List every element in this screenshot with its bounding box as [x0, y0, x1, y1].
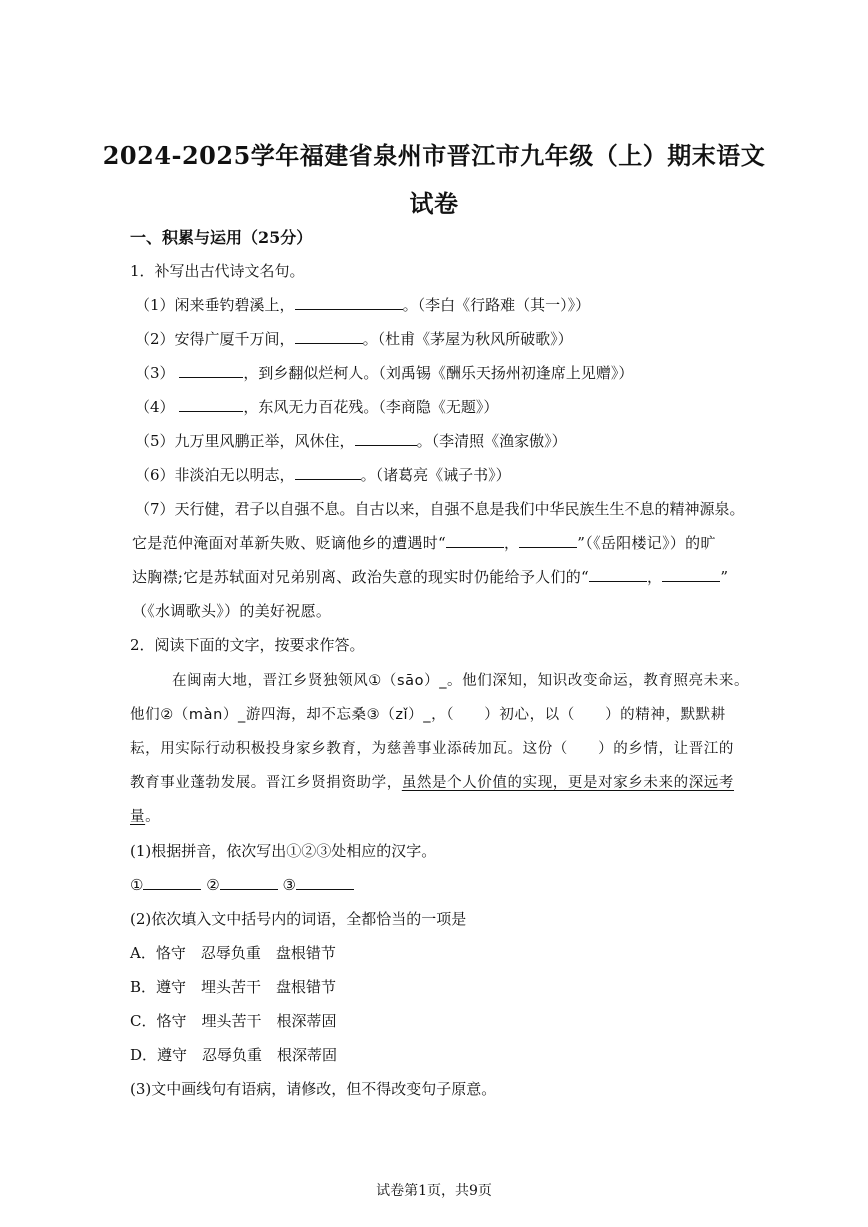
- exam-title-line2: 试卷: [409, 189, 459, 218]
- q1-item-3: （3） ，到乡翻似烂柯人。（刘禹锡《酬乐天扬州初逢席上见赠》）: [135, 364, 634, 382]
- answer-blank[interactable]: [295, 329, 363, 344]
- section-heading: 一、积累与运用（25分）: [130, 228, 313, 247]
- passage-line-5: 量。: [130, 809, 161, 825]
- answer-blank[interactable]: [662, 567, 720, 582]
- answer-blank[interactable]: [295, 465, 361, 480]
- passage-line-2: 他们②（màn）_游四海，却不忘桑③（zǐ）_，（ ）初心，以（ ）的精神，默默耕: [130, 707, 726, 723]
- underlined-sentence-end: 量: [130, 809, 146, 825]
- answer-blank[interactable]: [295, 295, 403, 310]
- answer-blank[interactable]: [589, 567, 647, 582]
- q2-sub2-stem: (2)依次填入文中括号内的词语，全都恰当的一项是: [130, 910, 467, 928]
- q1-item-4: （4） ，东风无力百花残。（李商隐《无题》）: [135, 398, 499, 416]
- q1-item-2: （2）安得广厦千万间， 。（杜甫《茅屋为秋风所破歌》）: [135, 330, 573, 348]
- answer-blank[interactable]: [220, 875, 278, 890]
- q2-sub1-blanks: ① ② ③: [130, 875, 750, 895]
- q1-item-7-line1: （7）天行健，君子以自强不息。自古以来，自强不息是我们中华民族生生不息的精神源泉。: [135, 500, 745, 518]
- q1-item-7-line2: 它是范仲淹面对革新失败、贬谪他乡的遭遇时“ ， ”（《岳阳楼记》）的旷: [132, 534, 716, 552]
- question-1-stem: 1．补写出古代诗文名句。: [130, 262, 305, 280]
- q1-item-7-line3: 达胸襟;它是苏轼面对兄弟别离、政治失意的现实时仍能给予人们的“ ， ”: [132, 568, 729, 586]
- q1-item-1: （1）闲来垂钓碧溪上， 。（李白《行路难（其一）》）: [135, 296, 591, 314]
- answer-blank[interactable]: [355, 431, 417, 446]
- passage-line-1: 在闽南大地，晋江乡贤独领风①（sāo）_。他们深知，知识改变命运，教育照亮未来。: [172, 673, 750, 689]
- option-d[interactable]: D．遵守 忍辱负重 根深蒂固: [130, 1046, 338, 1064]
- question-2-stem: 2．阅读下面的文字，按要求作答。: [130, 636, 365, 654]
- q1-item-5: （5）九万里风鹏正举，风休住， 。（李清照《渔家傲》）: [135, 432, 567, 450]
- exam-title-line1: 2024-2025学年福建省泉州市晋江市九年级（上）期末语文: [102, 141, 766, 170]
- q1-item-6: （6）非淡泊无以明志， 。（诸葛亮《诫子书》）: [135, 466, 511, 484]
- passage-line-4: 教育事业蓬勃发展。晋江乡贤捐资助学，虽然是个人价值的实现，更是对家乡未来的深远考: [130, 775, 735, 791]
- answer-blank[interactable]: [296, 875, 354, 890]
- option-b[interactable]: B．遵守 埋头苦干 盘根错节: [130, 978, 337, 996]
- q2-sub1-stem: (1)根据拼音，依次写出①②③处相应的汉字。: [130, 842, 437, 860]
- answer-blank[interactable]: [179, 397, 243, 412]
- answer-blank[interactable]: [519, 533, 577, 548]
- answer-blank[interactable]: [179, 363, 243, 378]
- answer-blank[interactable]: [446, 533, 504, 548]
- q2-sub3-stem: (3)文中画线句有语病，请修改，但不得改变句子原意。: [130, 1080, 497, 1098]
- q1-item-7-line4: （《水调歌头》）的美好祝愿。: [132, 602, 332, 620]
- passage-line-3: 耘，用实际行动积极投身家乡教育，为慈善事业添砖加瓦。这份（ ）的乡情，让晋江的: [130, 741, 734, 757]
- option-c[interactable]: C．恪守 埋头苦干 根深蒂固: [130, 1012, 337, 1030]
- answer-blank[interactable]: [143, 875, 201, 890]
- page-footer: 试卷第1页，共9页: [376, 1183, 492, 1199]
- option-a[interactable]: A．恪守 忍辱负重 盘根错节: [130, 944, 336, 962]
- underlined-sentence: 虽然是个人价值的实现，更是对家乡未来的深远考: [401, 775, 735, 791]
